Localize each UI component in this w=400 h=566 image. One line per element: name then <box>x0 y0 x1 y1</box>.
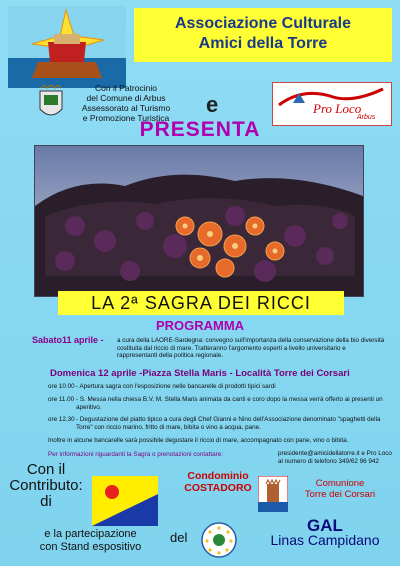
leader-logo <box>198 520 240 560</box>
costadoro-line-1: Condominio <box>187 470 249 482</box>
sunday-heading: Domenica 12 aprile -Piazza Stella Maris - Località Torre dei Corsari <box>50 368 350 379</box>
schedule-time: ore 12.30 <box>48 416 75 423</box>
tower-logo <box>8 6 126 88</box>
schedule-text: - S. Messa nella chiesa B.V. M. Stella Maris animata da canti e coro dopo la messa verrà offerto ai presenti un aperitivo. <box>76 396 383 411</box>
title-line-2: Amici della Torre <box>198 35 328 52</box>
schedule-time: ore 11.00 <box>48 396 75 403</box>
patronage-line-1: Con il Patrocinio <box>95 83 157 93</box>
comunione-sponsor <box>290 478 390 500</box>
gal-line-1: GAL <box>307 516 343 535</box>
costadoro-logo <box>92 476 158 526</box>
schedule-text: - Degustazione del piatto tipico a cura degli Chef Gianni e Nino dell'Associazione denominato "spaghetti della Torre" con riccio marino, fritto di mare, bibita o vino a acqua, pane. <box>76 416 381 431</box>
title-line-1: Associazione Culturale <box>174 15 352 32</box>
contribution-line-3: di <box>40 493 52 510</box>
info-label: Per informazioni riguardanti la Sagra o prenotazioni contattare: <box>48 451 224 458</box>
event-title: LA 2ª SAGRA DEI RICCI <box>91 293 311 313</box>
participation-line-2: con Stand espositivo <box>39 541 142 553</box>
participation-text <box>8 528 173 554</box>
schedule-text: - Apertura sagra con l'esposizione nelle bancarelle di prodotti tipici sardi <box>76 383 276 390</box>
programma-heading: PROGRAMMA <box>155 318 245 333</box>
gal-line-2: Linas Campidano <box>270 532 380 548</box>
proloco-town: Arbus <box>357 114 376 121</box>
participation-line-1: e la partecipazione <box>44 528 137 540</box>
patronage-text <box>46 83 206 123</box>
contribution-line-2: Contributo: <box>9 477 83 494</box>
costadoro-line-2: COSTADORO <box>184 482 252 494</box>
saturday-text: a cura della LAORE-Sardegna: convegno sull'importanza della conservazione della bio diversità costituita dal riccio di mare. Tratteranno l'argomento esperti a livello universitario e rappresentanti della politica regionale. <box>117 337 385 360</box>
patronage-line-4: e Promozione Turistica <box>82 113 170 123</box>
del-label: del <box>170 530 188 545</box>
event-title-box <box>58 291 344 315</box>
torre-corsari-logo <box>258 476 288 512</box>
association-title-box <box>134 8 392 62</box>
contribution-label <box>6 462 86 510</box>
comunione-line-1: Comunione <box>315 478 365 489</box>
costadoro-sponsor <box>168 470 268 494</box>
contribution-line-1: Con il <box>26 461 66 478</box>
conjunction-e: e <box>206 92 219 117</box>
proloco-name: Pro Loco <box>313 101 362 116</box>
sea-urchins-photo <box>34 145 364 297</box>
gal-sponsor <box>250 518 400 548</box>
tasting-note: Inoltre in alcune bancarelle sarà possibile degustare il riccio di mare, accompagnato con pane, vino o bibita. <box>48 437 349 444</box>
presenta-heading: PRESENTA <box>139 118 261 141</box>
contact-info: presidente@amicidellatorre.it e Pro Loco al numero di telefono 349/62 96 942 <box>278 450 392 465</box>
patronage-line-2: del Comune di Arbus <box>86 93 166 103</box>
comunione-line-2: Torre dei Corsari <box>304 489 376 500</box>
saturday-label: Sabato11 aprile - <box>32 335 104 345</box>
patronage-line-3: Assessorato al Turismo <box>81 103 171 113</box>
schedule-time: ore 10.00 <box>48 383 75 390</box>
